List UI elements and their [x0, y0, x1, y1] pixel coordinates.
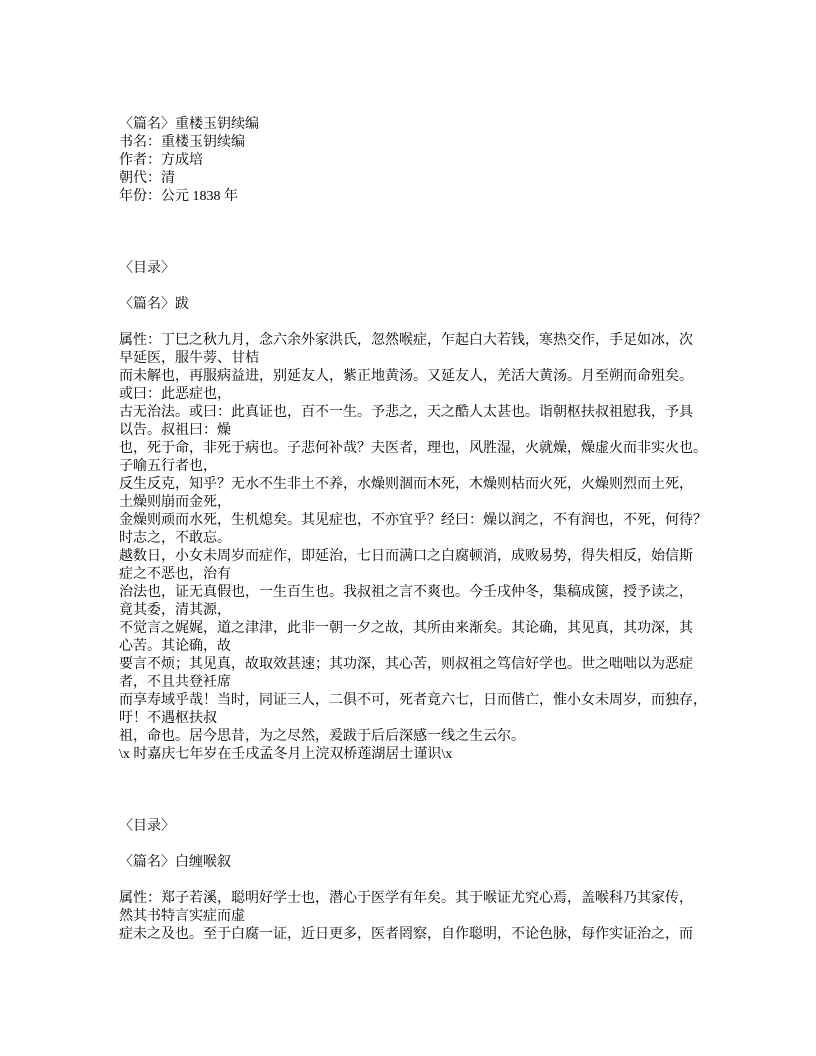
blank-line — [119, 206, 719, 224]
text-line: 时志之，不敢忘。 — [119, 531, 231, 546]
text-line: 心苦。其论确，故 — [119, 639, 231, 654]
text-line: 竟其委，清其源， — [119, 603, 231, 618]
blank-line — [119, 800, 719, 818]
blank-line — [119, 872, 719, 890]
text-line: 子喻五行者也， — [119, 459, 217, 474]
text-line: 吁！不遇枢扶叔 — [119, 711, 217, 726]
section-title: 〈篇名〉跋 — [119, 297, 189, 312]
toc-marker: 〈目录〉 — [119, 819, 175, 834]
text-line: 越数日，小女未周岁而症作，即延治，七日而满口之白腐顿消，成败易势，得失相反，始信斯 — [119, 549, 693, 564]
section-title: 〈篇名〉白缠喉叙 — [119, 855, 231, 870]
blank-line — [119, 278, 719, 296]
text-line: 古无治法。或曰：此真证也，百不一生。予悲之，天之酷人太甚也。诣朝枢扶叔祖慰我，予具 — [119, 405, 693, 420]
blank-line — [119, 782, 719, 800]
text-line: 属性：丁巳之秋九月，念六余外家洪氏，忽然喉症，乍起白大若钱，寒热交作，手足如冰，次 — [119, 333, 693, 348]
blank-line — [119, 224, 719, 242]
text-line: 或曰：此恶症也， — [119, 387, 231, 402]
text-line: 也，死于命，非死于病也。子悲何补哉？夫医者，理也，风胜湿，火就燥，燥虚火而非实火也。 — [119, 441, 707, 456]
sections — [119, 206, 719, 944]
text-line: \x 时嘉庆七年岁在壬戌孟冬月上浣双桥莲湖居士谨识\x — [119, 747, 453, 762]
blank-line — [119, 242, 719, 260]
text-line: 土燥则崩而金死， — [119, 495, 231, 510]
text-line: 治法也，证无真假也，一生百生也。我叔祖之言不爽也。今壬戌仲冬，集稿成箧，授予读之， — [119, 585, 693, 600]
dynasty: 朝代：清 — [119, 171, 175, 186]
text-line: 症之不恶也，治有 — [119, 567, 231, 582]
text-line: 而享寿域乎哉！当时，同证三人，二俱不可，死者竟六七，日而偕亡，惟小女未周岁，而独存， — [119, 693, 707, 708]
document-body — [119, 116, 719, 944]
year: 年份：公元 1838 年 — [119, 189, 238, 204]
text-line: 早延医，服牛蒡、甘桔 — [119, 351, 259, 366]
chapter-title: 〈篇名〉重楼玉钥续编 — [119, 117, 259, 132]
text-line: 金燥则顽而水死，生机熄矣。其见症也，不亦宜乎？经曰：燥以润之，不有润也，不死，何待？ — [119, 513, 707, 528]
blank-line — [119, 314, 719, 332]
text-line: 反生反克，知乎？无水不生非土不养，水燥则涸而木死，木燥则枯而火死，火燥则烈而土死， — [119, 477, 693, 492]
blank-line — [119, 836, 719, 854]
text-line: 者，不且共登衽席 — [119, 675, 231, 690]
text-line: 而未解也，再服病益进，别延友人，紫正地黄汤。又延友人，羌活大黄汤。月至朔而命殂矣。 — [119, 369, 693, 384]
text-line: 不觉言之娓娓，道之津津，此非一朝一夕之故，其所由来渐矣。其论确，其见真，其功深，其 — [119, 621, 693, 636]
author: 作者：方成培 — [119, 153, 203, 168]
text-line: 症未之及也。至于白腐一证，近日更多，医者罔察，自作聪明，不论色脉，每作实证治之，而 — [119, 927, 693, 942]
book-name: 书名：重楼玉钥续编 — [119, 135, 245, 150]
text-line: 属性：郑子若溪，聪明好学士也，潜心于医学有年矣。其于喉证尤究心焉，盖喉科乃其家传， — [119, 891, 693, 906]
text-line: 然其书特言实症而虚 — [119, 909, 245, 924]
text-line: 以告。叔祖曰：燥 — [119, 423, 231, 438]
text-line: 祖，命也。居今思昔，为之尽然，爰跋于后后深感一线之生云尔。 — [119, 729, 525, 744]
blank-line — [119, 764, 719, 782]
toc-marker: 〈目录〉 — [119, 261, 175, 276]
text-line: 要言不烦；其见真，故取效甚速；其功深，其心苦，则叔祖之笃信好学也。世之咄咄以为恶症 — [119, 657, 693, 672]
